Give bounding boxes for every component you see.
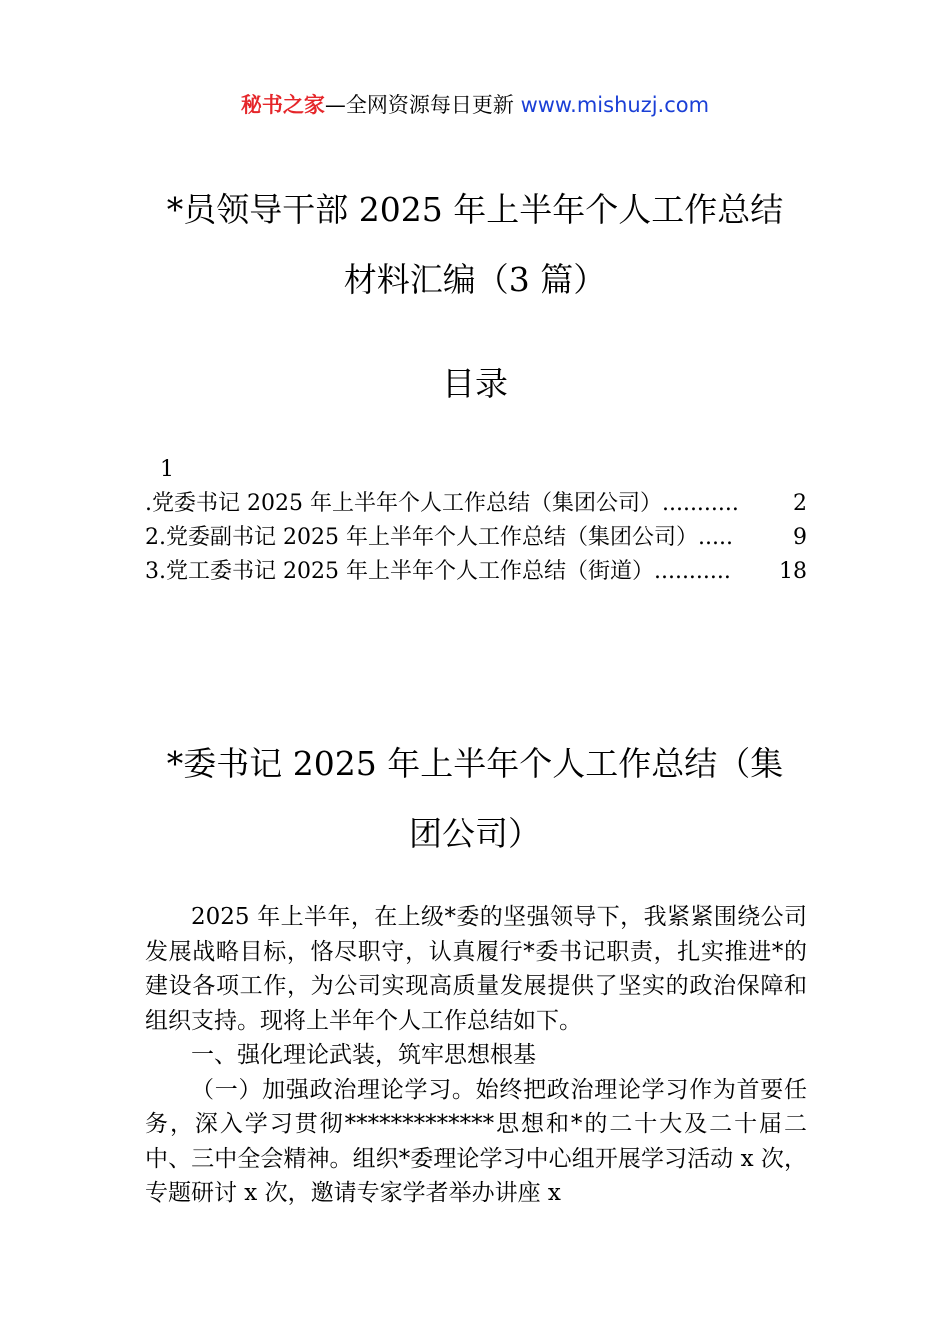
toc-title: 目录 (442, 364, 508, 403)
site-brand: 秘书之家 (240, 93, 325, 117)
site-tagline: —全网资源每日更新 (324, 93, 521, 117)
toc-item-1-text: .党委书记 2025 年上半年个人工作总结（集团公司）........... (145, 491, 739, 516)
article-heading-1: 一、强化理论武装，筑牢思想根基 (191, 1042, 536, 1068)
toc-item-3[interactable] (145, 555, 807, 589)
toc-list (145, 487, 807, 589)
article-body (145, 900, 807, 1211)
main-title-line2: 材料汇编（3 篇） (343, 260, 607, 299)
article-paragraph-intro: 2025 年上半年，在上级*委的坚强领导下，我紧紧围绕公司发展战略目标，恪尽职守，认真履行*委书记职责，扎实推进*的建设各项工作，为公司实现高质量发展提供了坚实的政治保障和组织支持。现将上半年个人工作总结如下。 (145, 904, 807, 1034)
toc-item-3-text: 3.党工委书记 2025 年上半年个人工作总结（街道）........... (145, 559, 731, 584)
site-header (0, 88, 950, 122)
article-title-line1: *委书记 2025 年上半年个人工作总结（集 (166, 744, 784, 783)
toc-item-2-page: 9 (793, 525, 807, 550)
site-url[interactable]: www.mishuzj.com (520, 93, 710, 117)
article-title-line2: 团公司） (409, 814, 541, 853)
toc-item-1-number: 1 (160, 457, 174, 482)
toc-item-1-page: 2 (793, 491, 807, 516)
toc-item-2[interactable] (145, 521, 807, 555)
article-paragraph-1-1: （一）加强政治理论学习。始终把政治理论学习作为首要任务，深入学习贯彻*************思想和*的二十大及二十届二中、三中全会精神。组织*委理论学习中心组开展学习活动 x 次，专题研讨 x 次，邀请专家学者举办讲座 x (145, 1076, 807, 1206)
toc-item-3-page: 18 (779, 559, 807, 584)
main-title-line1: *员领导干部 2025 年上半年个人工作总结 (166, 190, 784, 229)
toc-item-2-text: 2.党委副书记 2025 年上半年个人工作总结（集团公司）..... (145, 525, 733, 550)
toc-item-1[interactable] (145, 487, 807, 521)
